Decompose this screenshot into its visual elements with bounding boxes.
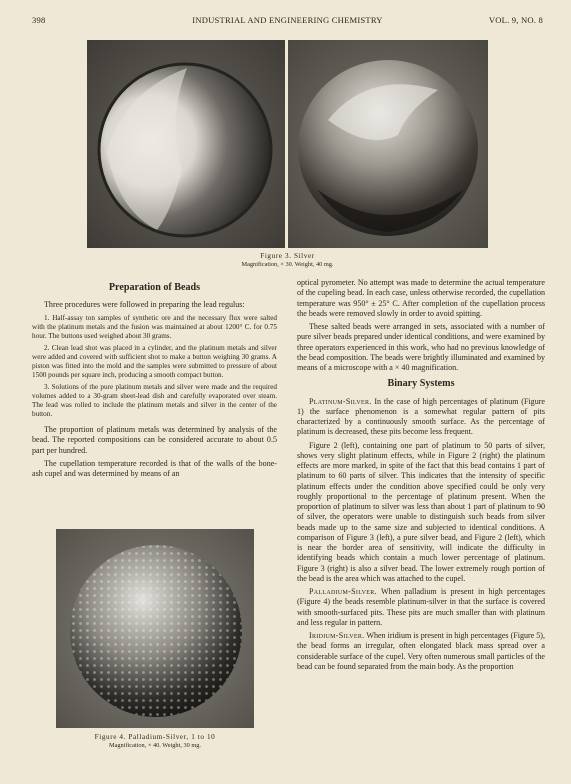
section-heading-preparation: Preparation of Beads [108,282,201,293]
platinum-silver-label: Platinum-Silver. [309,396,372,406]
paragraph-intro: Three procedures were followed in preparing the lead regulus: [44,300,245,310]
paragraph-cupellation: The cupellation temperature recorded is that of the walls of the bone-ash cupel and was determined by means of an [32,458,277,479]
iridium-silver-label: Iridium-Silver. [309,631,365,640]
paragraph-salted-beads: These salted beads were arranged in sets, associated with a number of pure silver beads prepared under identical conditions, and were examined by three operators experienced in this work, who had no previous knowledge of the bead composition. The beads were brightly illuminated and examined by means of a microscope with a × 40 magnification. [297,322,545,372]
platinum-silver-text: In the case of high percentages of platinum (Figure 1) the surface phenomenon is a somewhat regular pattern of pits characterized by a continuously smooth surface. As the percentage of platinum is decreased, these pits become less frequent. [297,396,545,437]
procedure-3: 3. Solutions of the pure platinum metals and silver were made and the required volumes added to a 30-gram sheet-lead dish and carefully evaporated over steam. The lead was rolled to include the platinum metals and silver in the center of the button. [32,382,277,418]
palladium-silver-label: Palladium-Silver. [309,587,377,596]
figure3-caption [87,252,488,269]
figure3-left-photo [87,40,285,248]
paragraph-platinum-silver [297,397,545,438]
page-number: 398 [32,15,46,25]
figure3-right-photo [288,40,488,248]
figure4-subtitle: Magnification, × 40. Weight, 30 mg. [109,742,201,749]
running-header [32,15,543,29]
procedure-1: 1. Half-assay ton samples of synthetic ore and the necessary flux were salted with the platinum metals and the fusion was maintained at about 1200° C. for 0.75 hour. The buttons used weighed about 30 grams. [32,313,277,340]
figure4-photo [56,529,254,728]
figure4-title: Figure 4. Palladium-Silver, 1 to 10 [94,733,216,741]
left-column [32,283,277,482]
paragraph-proportion: The proportion of platinum metals was determined by analysis of the bead. The reported compositions can be considered accurate to about 0.5 part per hundred. [32,425,277,455]
section-heading-binary: Binary Systems [387,378,455,390]
paragraph-iridium-silver [297,631,545,672]
palladium-silver-text: When palladium is present in high percentages (Figure 4) the beads resemble platinum-silver in that the surface is covered with smooth-surfaced pits. These pits are much smaller than with platinum and less regular in pattern. [297,587,545,627]
procedure-2: 2. Clean lead shot was placed in a cylinder, and the platinum metals and silver were added and covered with sufficient shot to make a button weighing 30 grams. A piston was fitted into the mold and the samples were submitted to pressure of about 1500 pounds per square inch, producing a smooth compact button. [32,343,277,379]
volume-issue: VOL. 9, NO. 8 [488,15,543,25]
figure4-caption [40,733,270,750]
figure3-subtitle: Magnification, × 30. Weight, 40 mg. [241,261,334,268]
paragraph-pyrometer: optical pyrometer. No attempt was made to determine the actual temperature of the cupeling bead. In each case, unless otherwise recorded, the cupellation temperature was 950° ± 25° C. After completion of the cupellation process the beads were removed slowly in order to avoid spitting. [297,278,546,318]
paragraph-figure2: Figure 2 (left), containing one part of platinum to 50 parts of silver, shows very slight platinum effects, while in Figure 2 (right) the platinum effects are more marked, in spite of the fact that this bead contains 1 part of platinum to 60 parts of silver. This indicates that the intensity of specific platinum effects under the condition above specified could be only very roughly proportional to the percentage of platinum present. When the proportion of platinum to silver was less than about 1 part of platinum to 90 of silver, the operators were unable to distinguish such beads from silver beads made up to the same size and subjected to identical conditions. A comparison of Figure 3 (left), a pure silver bead, and Figure 2 (left), which is near the border area of sensitivity, will indicate the difficulty in identifying beads which contain a much lower percentage of platinum. Figure 3 (right) is also a silver bead. The lower extremely rough portion of the bead is the area which was attached to the cupel. [297,440,545,583]
paragraph-palladium-silver [297,587,545,628]
journal-title: INDUSTRIAL AND ENGINEERING CHEMISTRY [192,15,383,25]
right-column [297,278,545,675]
iridium-silver-text: When iridium is present in high percentages (Figure 5), the bead forms an irregular, often elongated black mass spread over a considerable surface of the cupel. Very often numerous small particles of the bead can be found separated from the main body. As the proportion [297,631,545,671]
figure3-title: Figure 3. Silver [260,252,315,260]
